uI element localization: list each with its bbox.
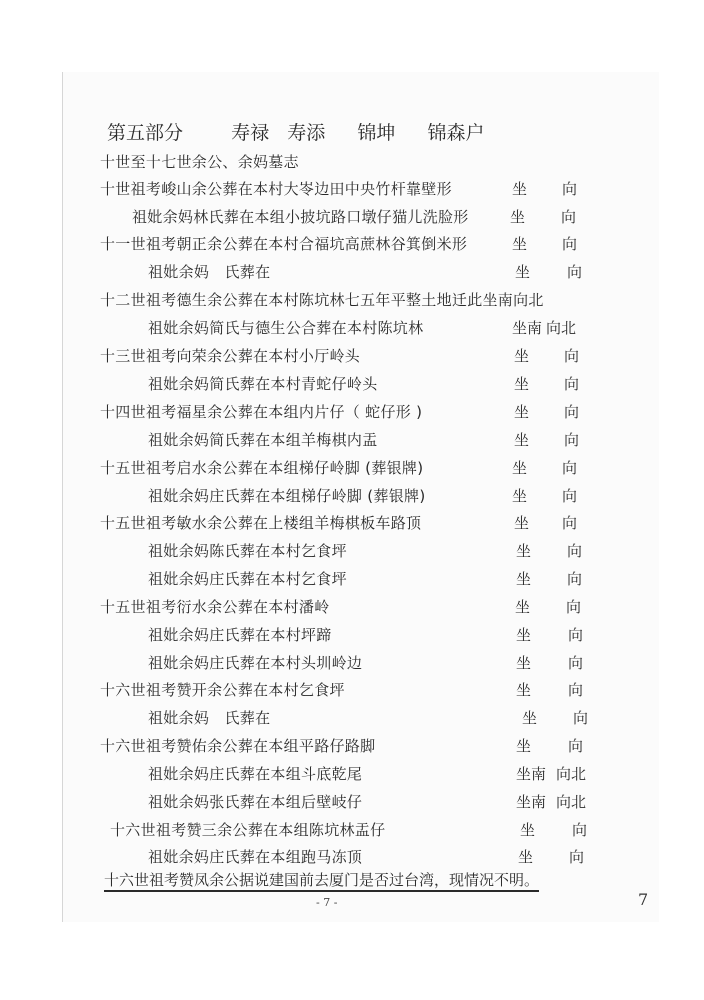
direction-face: 向: [564, 375, 580, 393]
direction-face: 向: [561, 208, 577, 226]
part-label: 第五部分: [107, 122, 184, 144]
direction-face: 向: [568, 681, 584, 699]
tomb-entry-13-wife: 祖妣余妈简氏葬在本村青蛇仔岭头: [148, 375, 378, 393]
tomb-entry-12-wife: 祖妣余妈简氏与德生公合葬在本村陈坑林: [148, 319, 424, 337]
direction-sit: 坐: [515, 598, 531, 616]
tomb-entry-16a: 十六世祖考赞开余公葬在本村乞食坪: [100, 681, 345, 699]
direction-face: 向: [566, 598, 582, 616]
tomb-entry-11: 十一世祖考朝正余公葬在本村合福坑高蔗林谷箕倒米形: [100, 235, 468, 253]
direction-face: 向: [567, 263, 583, 281]
direction-face: 向: [567, 542, 583, 560]
direction-sit: 坐: [516, 570, 532, 588]
direction-face: 向: [562, 180, 578, 198]
direction-sit: 坐: [516, 737, 532, 755]
tomb-entry-16a-wife: 祖妣余妈 氏葬在: [148, 709, 271, 727]
direction-sit: 坐南: [512, 319, 543, 337]
direction-sit: 坐: [512, 180, 528, 198]
direction-sit: 坐: [518, 848, 534, 866]
direction-face: 向北: [556, 793, 587, 811]
direction-face: 向: [567, 570, 583, 588]
direction-face: 向: [564, 431, 580, 449]
direction-face: 向: [562, 514, 578, 532]
tomb-entry-15a-wife: 祖妣余妈庄氏葬在本组梯仔岭脚 (葬银牌): [148, 487, 426, 505]
direction-sit: 坐: [514, 431, 530, 449]
direction-sit: 坐南: [516, 765, 547, 783]
tomb-entry-15b: 十五世祖考敏水余公葬在上楼组羊梅棋板车路顶: [100, 514, 422, 532]
note-subject: 十六世祖考赞凤余公: [104, 871, 239, 892]
tomb-entry-16c: 十六世祖考赞三余公葬在本组陈坑林盂仔: [110, 821, 386, 839]
name-2: 寿添: [287, 122, 326, 144]
direction-sit: 坐: [522, 709, 538, 727]
direction-face: 向: [568, 654, 584, 672]
direction-sit: 坐: [512, 487, 528, 505]
tomb-entry-10-wife: 祖妣余妈林氏葬在本组小披坑路口墩仔猫儿洗脸形: [132, 208, 469, 226]
direction-face: 向: [568, 737, 584, 755]
direction-sit: 坐南: [516, 793, 547, 811]
tomb-entry-15c-wife2: 祖妣余妈庄氏葬在本村头圳岭边: [148, 654, 363, 672]
name-4: 锦森户: [427, 122, 485, 144]
direction-face: 向: [572, 821, 588, 839]
note-text: 据说建国前去厦门是否过台湾，现情况不明。: [239, 871, 539, 892]
underlined-note: [104, 869, 539, 890]
subtitle: 十世至十七世余公、余妈墓志: [100, 153, 299, 171]
name-1: 寿禄: [231, 122, 270, 144]
direction-face: 向北: [556, 765, 587, 783]
tomb-entry-14-wife: 祖妣余妈简氏葬在本组羊梅棋内盂: [148, 431, 378, 449]
direction-sit: 坐: [516, 626, 532, 644]
direction-sit: 坐: [514, 514, 530, 532]
direction-face: 向: [562, 487, 578, 505]
direction-sit: 坐: [512, 235, 528, 253]
tomb-entry-11-wife: 祖妣余妈 氏葬在: [148, 263, 271, 281]
direction-face: 向北: [546, 319, 577, 337]
page-number-center: - 7 -: [316, 896, 338, 909]
direction-face: 向: [564, 347, 580, 365]
tomb-entry-16b: 十六世祖考赞佑余公葬在本组平路仔路脚: [100, 737, 376, 755]
direction-sit: 坐: [516, 681, 532, 699]
page-number-right: 7: [638, 890, 649, 909]
direction-face: 向: [562, 235, 578, 253]
tomb-entry-12: 十二世祖考德生余公葬在本村陈坑林七五年平整土地迁此坐南向北: [100, 291, 544, 309]
tomb-entry-15a: 十五世祖考启水余公葬在本组梯仔岭脚 (葬银牌): [100, 459, 424, 477]
direction-sit: 坐: [514, 403, 530, 421]
tomb-entry-13: 十三世祖考向荣余公葬在本村小厅岭头: [100, 347, 361, 365]
direction-sit: 坐: [520, 821, 536, 839]
direction-sit: 坐: [514, 347, 530, 365]
tomb-entry-16c-wife: 祖妣余妈庄氏葬在本组跑马冻顶: [148, 848, 363, 866]
tomb-entry-10: 十世祖考峻山余公葬在本村大岺边田中央竹杆靠壁形: [100, 180, 452, 198]
direction-face: 向: [569, 848, 585, 866]
name-3: 锦坤: [357, 122, 396, 144]
tomb-entry-15b-wife2: 祖妣余妈庄氏葬在本村乞食坪: [148, 570, 347, 588]
tomb-entry-15b-wife1: 祖妣余妈陈氏葬在本村乞食坪: [148, 542, 347, 560]
section-header: [107, 118, 484, 145]
direction-sit: 坐: [512, 459, 528, 477]
tomb-entry-15c-wife1: 祖妣余妈庄氏葬在本村坪蹄: [148, 626, 332, 644]
tomb-entry-16b-wife2: 祖妣余妈张氏葬在本组后壁岐仔: [148, 793, 363, 811]
direction-face: 向: [562, 459, 578, 477]
direction-sit: 坐: [510, 208, 526, 226]
tomb-entry-15c: 十五世祖考衍水余公葬在本村潘岭: [100, 598, 330, 616]
direction-sit: 坐: [514, 375, 530, 393]
direction-sit: 坐: [516, 542, 532, 560]
direction-face: 向: [564, 403, 580, 421]
direction-face: 向: [568, 626, 584, 644]
tomb-entry-16b-wife1: 祖妣余妈庄氏葬在本组斗底乾尾: [148, 765, 363, 783]
tomb-entry-14: 十四世祖考福星余公葬在本组内片仔（ 蛇仔形 ): [100, 403, 423, 421]
direction-sit: 坐: [515, 263, 531, 281]
direction-face: 向: [573, 709, 589, 727]
direction-sit: 坐: [516, 654, 532, 672]
